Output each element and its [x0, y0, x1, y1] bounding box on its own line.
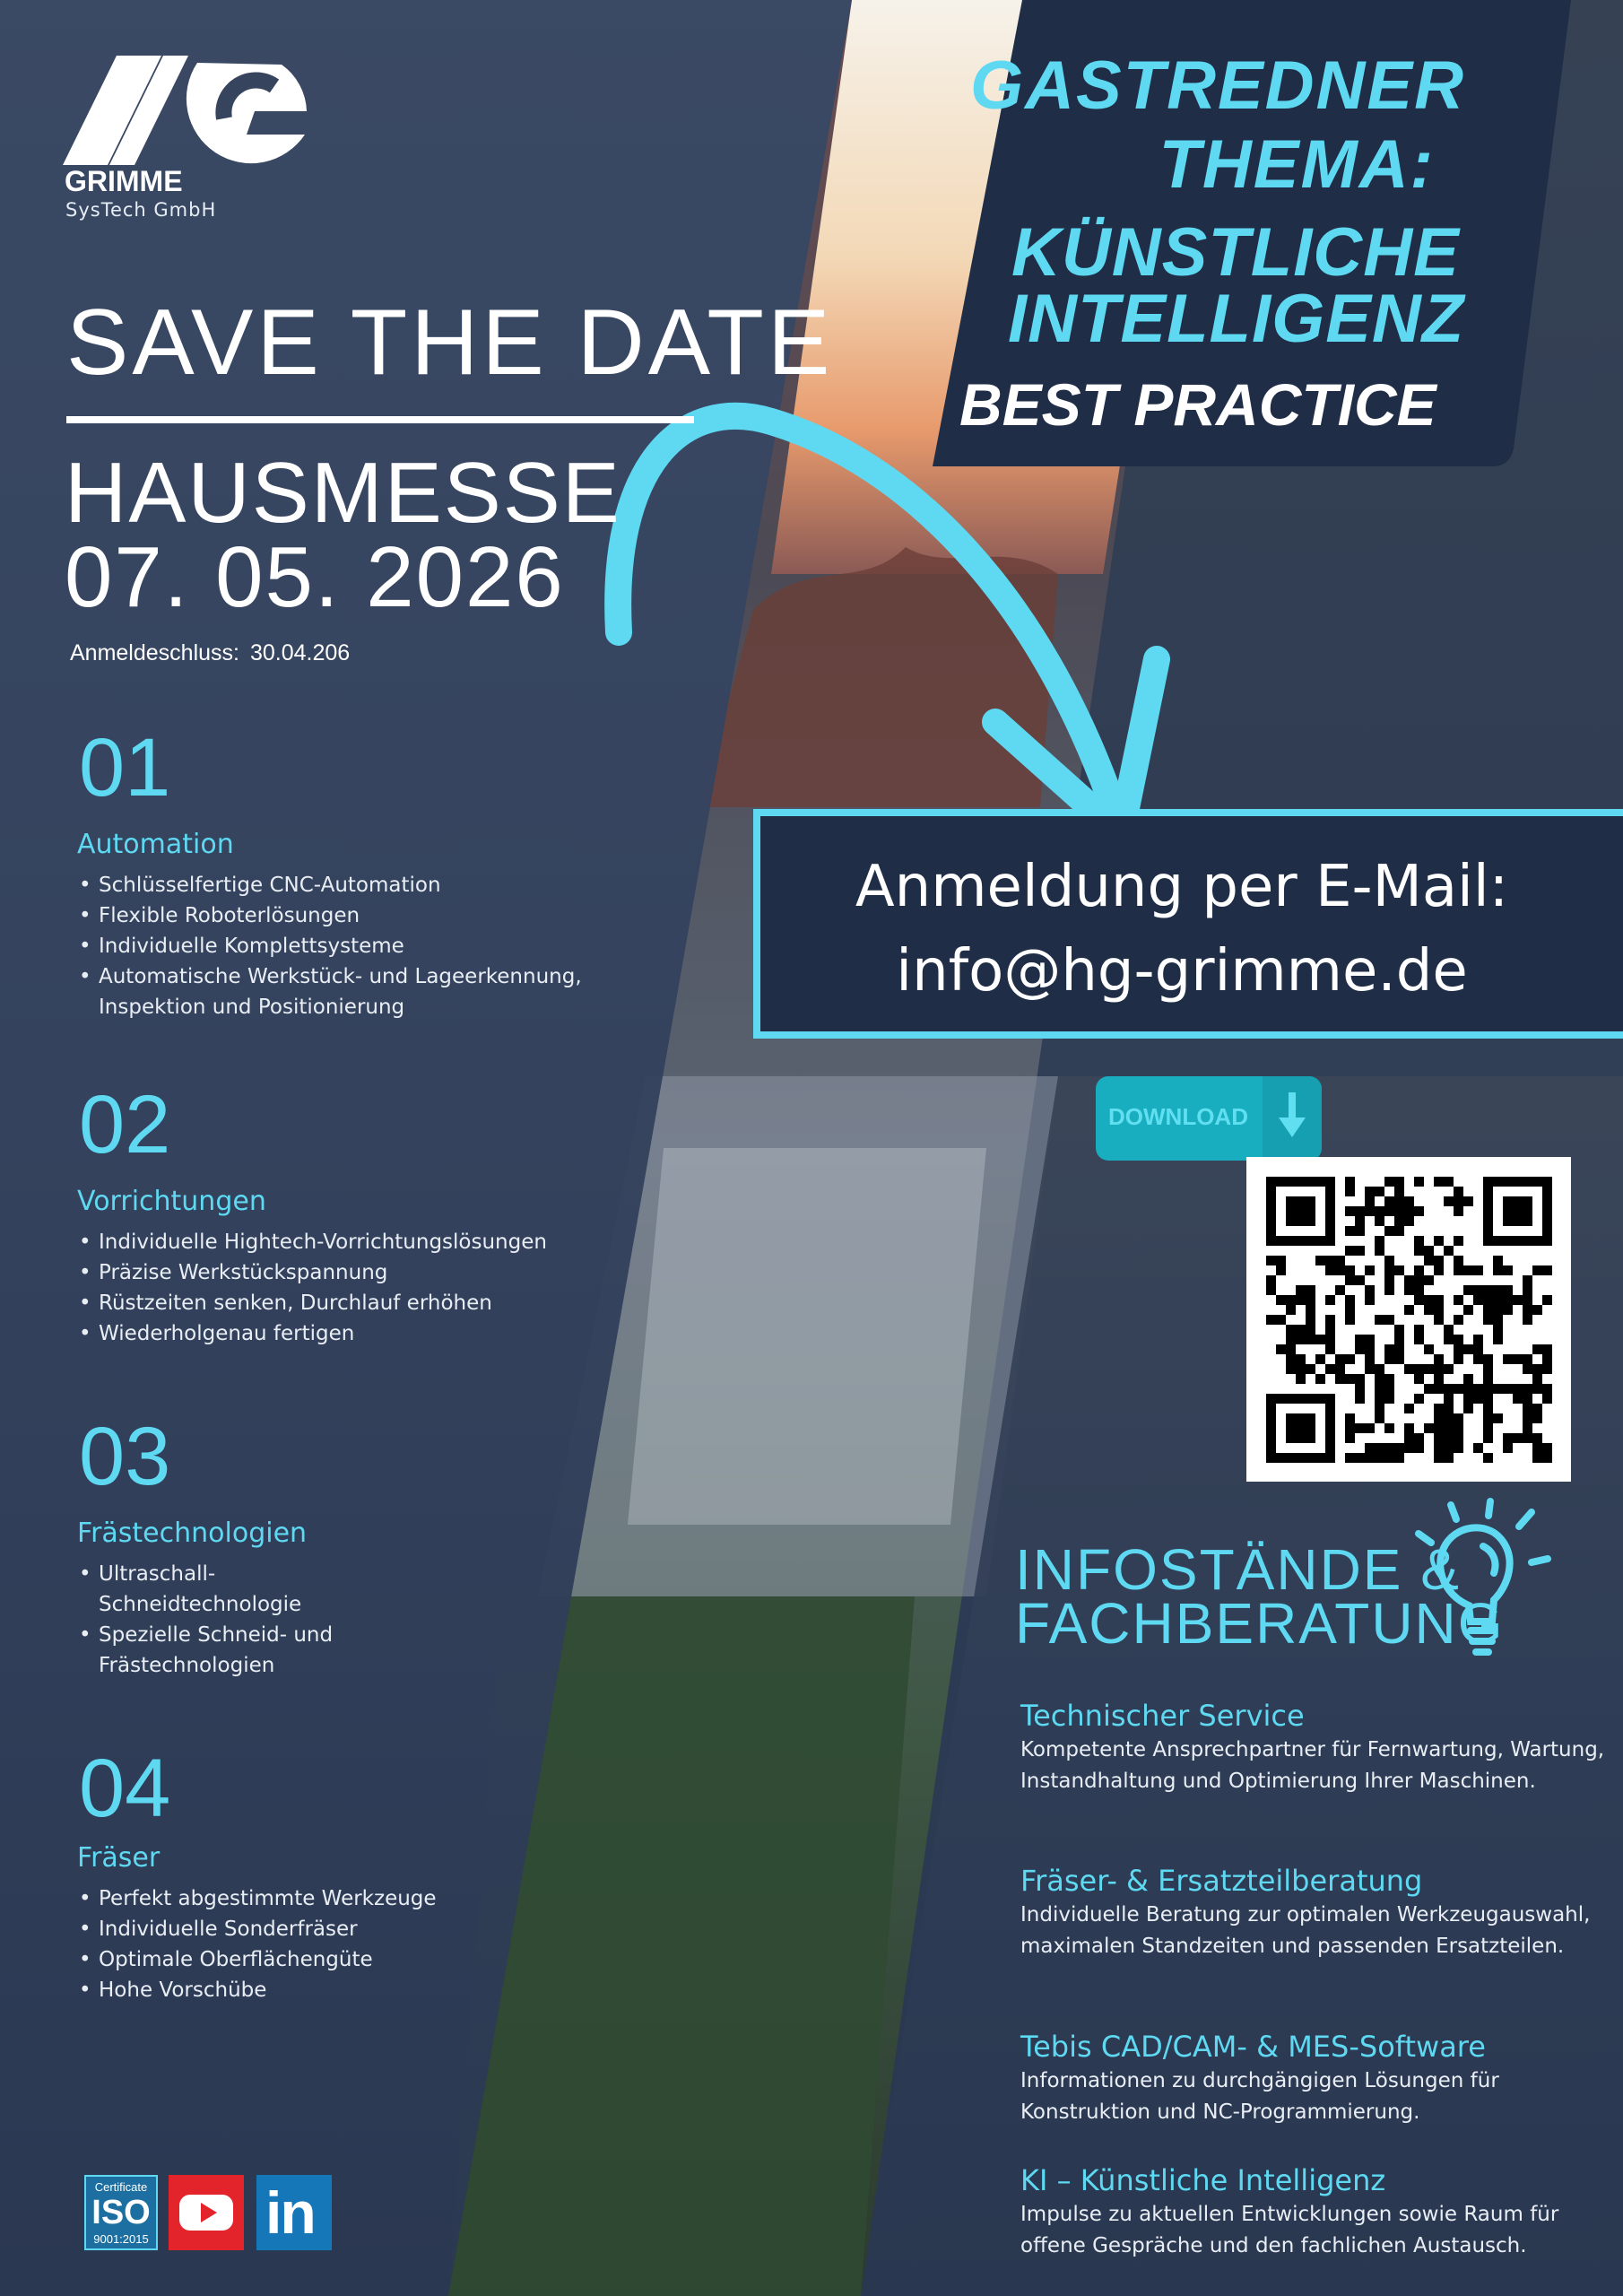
info-item-fraeser: [1020, 1864, 1612, 1962]
iso-label: ISO: [91, 2194, 151, 2231]
section-list: [77, 870, 633, 1022]
info-item-text: Individuelle Beratung zur optimalen Werkzeugauswahl, maximalen Standzeiten und passenden Ersatzteilen.: [1020, 1903, 1591, 1958]
iso-standard: 9001:2015: [93, 2232, 149, 2246]
guest-speaker-banner: [924, 0, 1569, 466]
section-title: Frästechnologien: [77, 1518, 308, 1549]
info-item-tebis: [1020, 2030, 1612, 2128]
list-item: • Schlüsselfertige CNC-Automation: [77, 870, 633, 900]
info-item-text: Informationen zu durchgängigen Lösungen für Konstruktion und NC-Programmierung.: [1020, 2069, 1499, 2124]
info-heading-line: INFOSTÄNDE &: [1015, 1537, 1461, 1602]
list-item: • Wiederholgenau fertigen: [77, 1318, 633, 1349]
section-number: 04: [79, 1743, 171, 1834]
info-item-text: Kompetente Ansprechpartner für Fernwartung, Wartung, Instandhaltung und Optimierung Ihrer Maschinen.: [1020, 1738, 1605, 1793]
iso-caption: Certificate: [94, 2180, 148, 2194]
list-item: • Spezielle Schneid- und Frästechnologien: [77, 1620, 373, 1681]
section-automation: [77, 722, 633, 1022]
logo-brand-text: GRIMME: [65, 165, 183, 197]
speaker-line: THEMA:: [1159, 126, 1435, 203]
section-list: [77, 1227, 633, 1349]
list-item: • Individuelle Komplettsysteme: [77, 931, 633, 961]
info-heading: [1015, 1537, 1505, 1656]
download-arrow-icon: [1279, 1092, 1306, 1143]
list-item: • Hohe Vorschübe: [77, 1975, 633, 2005]
youtube-play-icon: [169, 2175, 244, 2250]
section-number: 01: [79, 722, 171, 813]
section-list: [77, 1883, 633, 2005]
headline-divider: [66, 416, 694, 423]
list-item: • Individuelle Hightech-Vorrichtungslösungen: [77, 1227, 633, 1257]
speaker-topic: KÜNSTLICHE: [1011, 214, 1460, 291]
info-heading-line: FACHBERATUNG: [1015, 1591, 1505, 1656]
save-the-date-heading: SAVE THE DATE: [66, 291, 834, 395]
section-number: 03: [79, 1411, 171, 1502]
list-item: • Präzise Werkstückspannung: [77, 1257, 633, 1288]
section-fraeser: [77, 1743, 633, 2005]
download-button[interactable]: [1096, 1076, 1322, 1161]
list-item: • Perfekt abgestimmte Werkzeuge: [77, 1883, 633, 1914]
info-item-title: Fräser- & Ersatzteilberatung: [1020, 1864, 1423, 1898]
download-label: DOWNLOAD: [1108, 1103, 1248, 1130]
section-title: Fräser: [77, 1842, 161, 1874]
qr-code-image: [1246, 1157, 1571, 1482]
list-item: • Automatische Werkstück- und Lageerkennung, Inspektion und Positionierung: [77, 961, 633, 1022]
registration-box: [753, 809, 1623, 1039]
speaker-line: GASTREDNER: [969, 48, 1465, 124]
section-number: 02: [79, 1079, 171, 1170]
logo-company-text: SysTech GmbH: [65, 199, 217, 221]
section-vorrichtungen: [77, 1079, 633, 1349]
registration-email-link[interactable]: info@hg-grimme.de: [896, 938, 1468, 1004]
deadline-value: 30.04.206: [249, 640, 351, 665]
linkedin-label: in: [265, 2179, 315, 2246]
speaker-topic: INTELLIGENZ: [1008, 281, 1465, 357]
info-item-text: Impulse zu aktuellen Entwicklungen sowie Raum für offene Gespräche und den fachlichen Austausch.: [1020, 2203, 1559, 2257]
download-icon-area: [1263, 1076, 1322, 1161]
info-item-service: [1020, 1699, 1612, 1797]
info-item-ki: [1020, 2163, 1612, 2262]
info-item-title: Tebis CAD/CAM- & MES-Software: [1020, 2030, 1486, 2064]
section-list: [77, 1559, 373, 1681]
registration-label: Anmeldung per E-Mail:: [855, 854, 1509, 920]
event-date: 07. 05. 2026: [65, 529, 565, 625]
deadline-label: Anmeldeschluss:: [70, 640, 239, 665]
registration-deadline: [70, 640, 350, 666]
info-item-title: Technischer Service: [1020, 1699, 1305, 1733]
list-item: • Optimale Oberflächengüte: [77, 1944, 633, 1975]
section-title: Automation: [77, 829, 234, 860]
section-fraestechnologien: [77, 1411, 633, 1681]
linkedin-icon[interactable]: [256, 2175, 332, 2250]
youtube-icon[interactable]: [169, 2175, 244, 2250]
section-title: Vorrichtungen: [77, 1186, 266, 1217]
list-item: • Rüstzeiten senken, Durchlauf erhöhen: [77, 1288, 633, 1318]
qr-code[interactable]: [1246, 1157, 1571, 1482]
info-item-title: KI – Künstliche Intelligenz: [1020, 2163, 1386, 2197]
event-name: HAUSMESSE: [65, 445, 621, 541]
list-item: • Flexible Roboterlösungen: [77, 900, 633, 931]
speaker-subtitle: BEST PRACTICE: [959, 371, 1436, 438]
iso-certificate-badge: [84, 2175, 158, 2250]
list-item: • Individuelle Sonderfräser: [77, 1914, 633, 1944]
company-logo: [63, 56, 332, 226]
list-item: • Ultraschall-Schneidtechnologie: [77, 1559, 373, 1620]
